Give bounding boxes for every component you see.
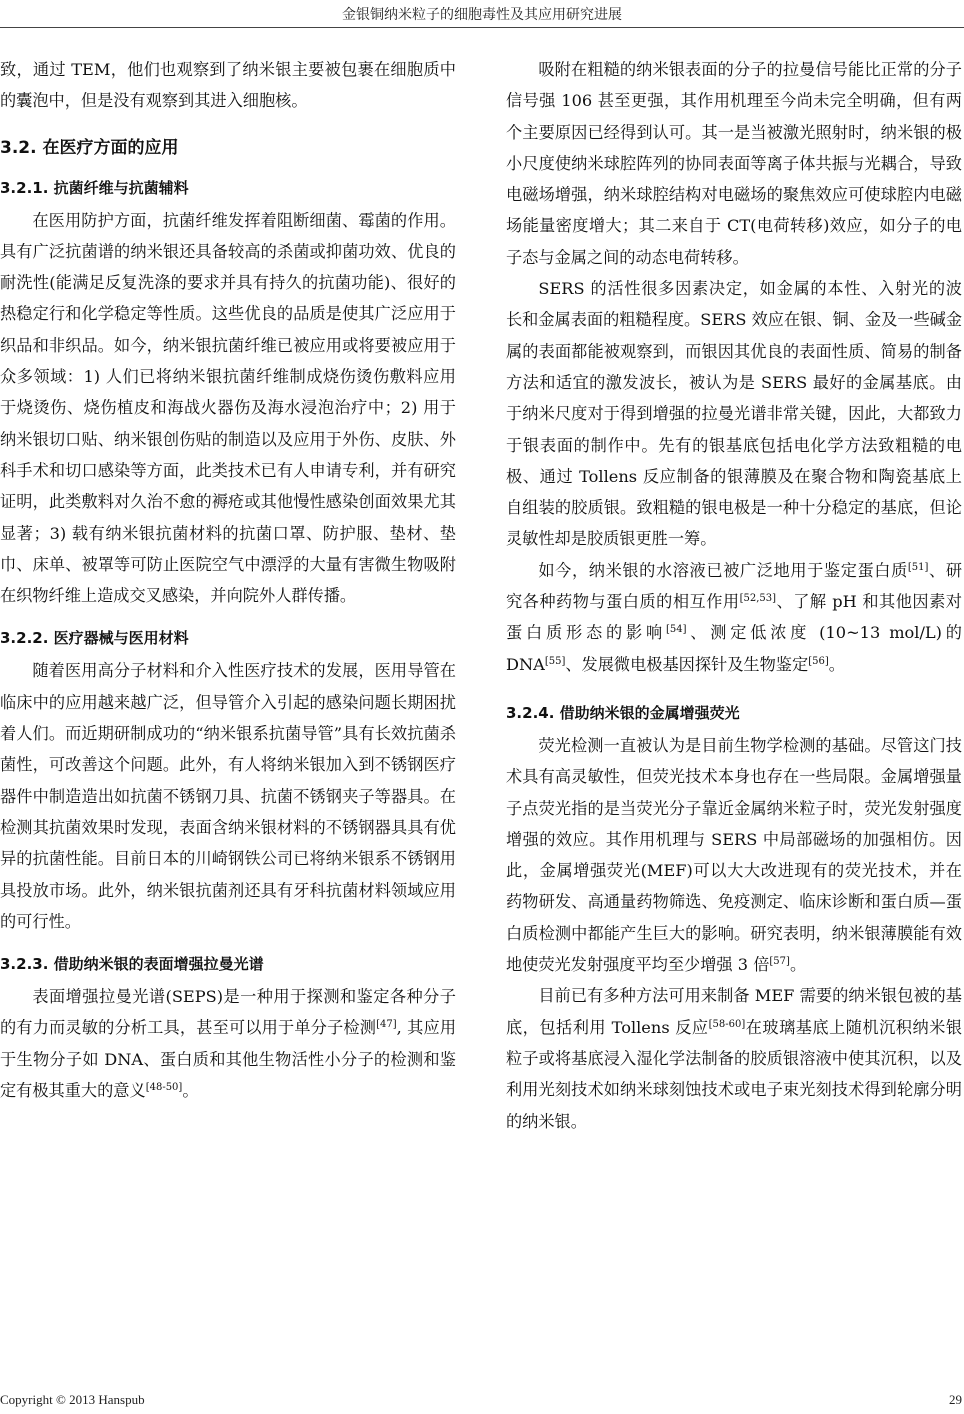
section-heading-3-2: 3.2. 在医疗方面的应用 — [0, 137, 179, 158]
paragraph-sers-substrate: SERS 的活性很多因素决定，如金属的本性、入射光的波长和金属表面的粗糙程度。SERS 效应在银、铜、金及一些碱金属的表面都能被观察到，而银因其优良的表面性质、简易的制备方法和适宜的激发波长，被认为是 SERS 最好的金属基底。由于纳米尺度对于得到增强的拉曼光谱非常关键，因此，大都致力于银表面的制作中。先有的银基底包括电化学方法致粗糙的电极、通过 Tollens 反应制备的银薄膜及在聚合物和陶瓷基底上自组装的胶质银。致粗糙的银电极是一种十分稳定的基底，但论灵敏性却是胶质银更胜一筹。 — [506, 279, 963, 549]
subsection-heading-3-2-4: 3.2.4. 借助纳米银的金属增强荧光 — [506, 703, 740, 722]
citation[interactable]: [52,53] — [739, 593, 777, 605]
citation[interactable]: [57] — [769, 956, 790, 968]
subsection-heading-3-2-3: 3.2.3. 借助纳米银的表面增强拉曼光谱 — [0, 955, 264, 974]
paragraph-continuation: 致，通过 TEM，他们也观察到了纳米银主要被包裹在细胞质中的囊泡中，但是没有观察到其进入细胞核。 — [0, 60, 456, 111]
citation[interactable]: [51] — [907, 561, 929, 573]
citation[interactable]: [56] — [808, 655, 829, 667]
running-header: 金银铜纳米粒子的细胞毒性及其应用研究进展 — [342, 7, 622, 23]
text-run: 、了解 pH 和其他因素对蛋白质形态的影响 — [506, 592, 962, 643]
paragraph-antibacterial-fibers: 在医用防护方面，抗菌纤维发挥着阻断细菌、霉菌的作用。具有广泛抗菌谱的纳米银还具备较高的杀菌或抑菌功效、优良的耐洗性(能满足反复洗涤的要求并具有持久的抗菌功能)、很好的热稳定行和化学稳定等性质。这些优良的品质是使其广泛应用于织品和非织品。如今，纳米银抗菌纤维已被应用或将要被应用于众多领域：1) 人们已将纳米银抗菌纤维制成烧伤烫伤敷料应用于烧烫伤、烧伤植皮和海战火器伤及海水浸泡治疗中；2) 用于纳米银切口贴、纳米银创伤贴的制造以及应用于外伤、皮肤、外科手术和切口感染等方面，此类技术已有人申请专利，并有研究证明，此类敷料对久治不愈的褥疮或其他慢性感染创面效果尤其显著；3) 载有纳米银抗菌材料的抗菌口罩、防护服、垫材、垫巾、床单、被罩等可防止医院空气中漂浮的大量有害微生物吸附在织物纤维上造成交叉感染，并向院外人群传播。 — [0, 210, 456, 606]
header-rule — [0, 27, 964, 28]
text-run: 、发展微电极基因探针及生物鉴定 — [565, 654, 809, 674]
paragraph-sers-applications — [506, 555, 962, 680]
text-run: 目前已有多种方法可用来制备 MEF 需要的纳米银包被的基底，包括利用 Tollens 反应 — [506, 986, 962, 1037]
text-run: 荧光检测一直被认为是目前生物学检测的基础。尽管这门技术具有高灵敏性，但荧光技术本身也存在一些局限。金属增强量子点荧光指的是当荧光分子靠近金属纳米粒子时，荧光发射强度增强的效应。其作用机理与 SERS 中局部磁场的加强相仿。因此，金属增强荧光(MEF)可以大大改进现有的荧光技术，并在药物研发、高通量药物筛选、免疫测定、临床诊断和蛋白质—蛋白质检测中都能产生巨大的影响。研究表明，纳米银薄膜能有效地使荧光发射强度平均至少增强 3 倍 — [506, 735, 962, 975]
subsection-heading-3-2-2: 3.2.2. 医疗器械与医用材料 — [0, 629, 189, 648]
page-number: 29 — [949, 1392, 962, 1407]
citation[interactable]: [47] — [376, 1019, 397, 1031]
text-run: , 其应用于生物分子如 DNA、蛋白质和其他生物活性小分子的检测和鉴定有极其重大的意义 — [0, 1018, 457, 1101]
text-run: 。 — [828, 654, 845, 674]
paragraph-medical-devices: 随着医用高分子材料和介入性医疗技术的发展，医用导管在临床中的应用越来越广泛，但导管介入引起的感染问题长期困扰着人们。而近期研制成功的“纳米银系抗菌导管”具有长效抗菌杀菌性，可改善这个问题。此外，有人将纳米银加入到不锈钢医疗器件中制造造出如抗菌不锈钢刀具、抗菌不锈钢夹子等器具。在检测其抗菌效果时发现，表面含纳米银材料的不锈钢器具具有优异的抗菌性能。目前日本的川崎钢铁公司已将纳米银系不锈钢用具投放市场。此外，纳米银抗菌剂还具有牙科抗菌材料领域应用的可行性。 — [0, 661, 456, 931]
citation[interactable]: [54] — [665, 624, 687, 636]
paragraph-mef-substrates — [506, 980, 962, 1136]
text-run: 表面增强拉曼光谱(SEPS)是一种用于探测和鉴定各种分子的有力而灵敏的分析工具，甚至可以用于单分子检测 — [0, 987, 456, 1038]
text-run: 、研究各种药物与蛋白质的相互作用 — [506, 560, 963, 612]
text-run: 、测定低浓度 (10~13 mol/L)的 DNA — [506, 623, 962, 674]
citation[interactable]: [55] — [544, 655, 566, 667]
right-column — [506, 54, 962, 1137]
citation[interactable]: [58-60] — [708, 1018, 746, 1030]
paragraph-sers-mechanism: 吸附在粗糙的纳米银表面的分子的拉曼信号能比正常的分子信号强 106 甚至更强，其作用机理至今尚未完全明确，但有两个主要原因已经得到认可。其一是当被激光照射时，纳米银的极小尺度使纳米球腔阵列的协同表面等离子体共振与光耦合，导致电磁场增强，纳米球腔结构对电磁场的聚焦效应可使球腔内电磁场能量密度增大；其二来自于 CT(电荷转移)效应，如分子的电子态与金属之间的动态电荷转移。 — [506, 60, 962, 267]
text-run: 。 — [182, 1081, 199, 1101]
footer-copyright: Copyright © 2013 Hanspub — [0, 1392, 145, 1407]
text-run: 如今，纳米银的水溶液已被广泛地用于鉴定蛋白质 — [538, 560, 908, 580]
subsection-heading-3-2-1: 3.2.1. 抗菌纤维与抗菌辅料 — [0, 178, 189, 197]
citation[interactable]: [48-50] — [145, 1082, 183, 1094]
left-column — [0, 54, 456, 1106]
paragraph-sers-intro — [0, 981, 456, 1106]
paragraph-mef-intro — [506, 730, 962, 980]
text-run: 。 — [789, 955, 807, 975]
text-run: 在玻璃基底上随机沉积纳米银粒子或将基底浸入湿化学法制备的胶质银溶液中使其沉积，以及利用光刻技术如纳米球刻蚀技术或电子束光刻技术得到轮廓分明的纳米银。 — [506, 1017, 963, 1131]
